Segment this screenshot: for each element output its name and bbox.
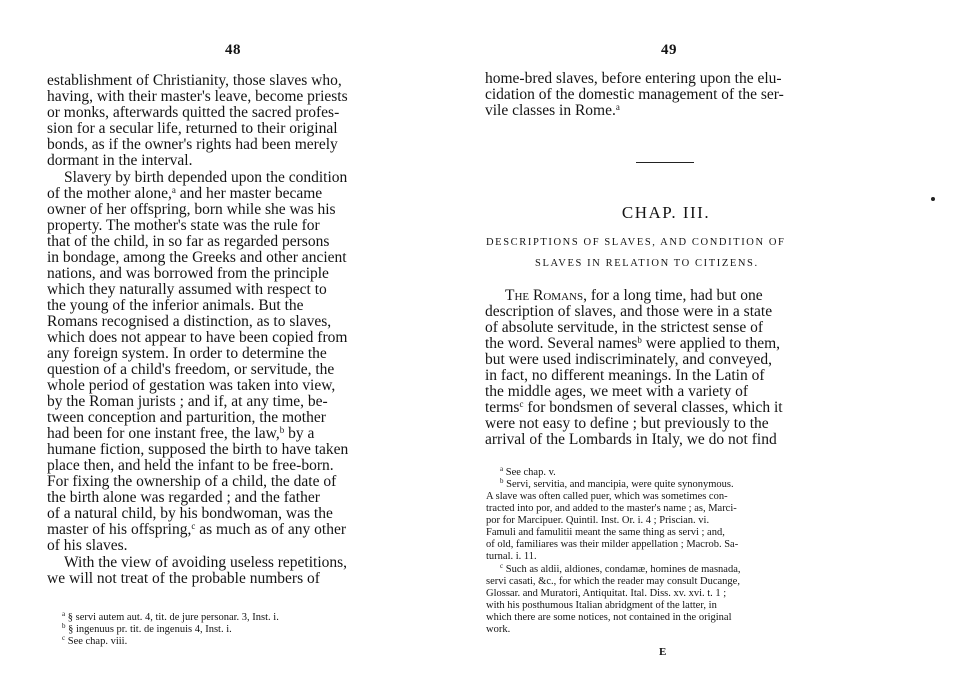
footnote-ref: b [279,425,285,435]
footnote-line: which there are some notices, not contained in the original [486,612,732,623]
text-line: or monks, afterwards quitted the sacred profes- [47,104,340,121]
text-line: of his slaves. [47,537,128,554]
text-line: the middle ages, we meet with a variety of [485,383,748,400]
footnote-line: of old, familiares was their milder appellation ; Macrob. Sa- [486,539,739,550]
text-line: the word. Several names$^b$ were applied to them, [485,335,781,352]
text-line: description of slaves, and those were in a state [485,303,773,320]
text-line: home-bred slaves, before entering upon the elu- [485,70,782,87]
text-line: of a natural child, by his bondwoman, was the [47,505,333,522]
footnote-line: work. [486,624,511,635]
text-line: of the mother alone,$^a$ and her master became [47,185,323,202]
footnote-ref: c [191,521,196,531]
footnote: $^c$ See chap. viii. [62,634,128,647]
text-line: having, with their master's leave, become priests [47,88,348,105]
text-line: For fixing the ownership of a child, the date of [47,473,337,490]
footnote-line: with his posthumous Italian abridgment of the latter, in [486,600,717,611]
footnote-ref: b [637,335,642,345]
text-line: arrival of the Lombards in Italy, we do not find [485,431,777,448]
text-line: vile classes in Rome.$^a$ [485,102,620,119]
text-line: which they naturally assumed with respect to [47,281,327,298]
footnote-ref: a [171,185,176,195]
footnote-line: turnal. i. 11. [486,551,537,562]
right-page [485,0,980,696]
text-line: the birth alone was regarded ; and the father [47,489,320,506]
footnote: $^b$ Servi, servitia, and mancipia, were quite synonymous. [500,477,734,490]
text-line: dormant in the interval. [47,152,193,169]
text-line: in bondage, among the Greeks and other ancient [47,249,347,266]
chapter-title: CHAP. III. [621,203,711,222]
text-line: bonds, as if the owner's rights had been merely [47,136,338,153]
text-line: by the Roman jurists ; and if, at any time, be- [47,393,328,410]
text-line: that of the child, in so far as regarded persons [47,233,330,250]
footnote-line: A slave was often called puer, which was sometimes con- [486,491,728,502]
text-line: establishment of Christianity, those slaves who, [47,72,342,89]
text-line: any foreign system. In order to determine the [47,345,327,362]
text-line: master of his offspring,$^c$ as much as of any other [47,521,347,538]
page-number: 48 [225,42,241,58]
footnote: $^a$ See chap. v. [500,465,556,478]
text-line: Romans recognised a distinction, as to slaves, [47,313,332,330]
text-line: humane fiction, supposed the birth to have taken [47,441,349,458]
text-line: sion for a secular life, returned to their original [47,120,338,137]
text-line: in fact, no different meanings. In the Latin of [485,367,765,384]
text-line: The Romans, for a long time, had but one [505,287,763,304]
text-line: tween conception and parturition, the mother [47,409,326,426]
footnote-line: Famuli and famulitii meant the same thing as servi ; and, [486,527,725,538]
footnote-line: Glossar. and Muratori, Antiquitat. Ital. Diss. xv. xvi. t. 1 ; [486,588,727,599]
footnote: $^c$ Such as aldii, aldiones, condamæ, homines de masnada, [500,562,741,575]
text-line: which does not appear to have been copied from [47,329,348,346]
text-line: terms$^c$ for bondsmen of several classes, which it [485,399,783,416]
text-line: the young of the inferior animals. But the [47,297,304,314]
text-line: had been for one instant free, the law,$^b$ by a [47,425,315,442]
footnote-line: servi casati, &c., for which the reader may consult Ducange, [486,576,740,587]
text-line: With the view of avoiding useless repetitions, [64,554,348,571]
chapter-subtitle: DESCRIPTIONS OF SLAVES, AND CONDITION OF [486,237,786,248]
footnote-ref: a [615,102,620,112]
text-line: owner of her offspring, born while she was his [47,201,336,218]
footnote-line: por for Marcipuer. Quintil. Inst. Or. i. 4 ; Priscian. vi. [486,515,710,526]
text-line: cidation of the domestic management of the ser- [485,86,784,103]
text-line: we will not treat of the probable numbers of [47,570,320,587]
page-number: 49 [661,42,677,58]
text-line: but were used indiscriminately, and conveyed, [485,351,772,368]
footnote-line: tracted into por, and added to the master's name ; as, Marci- [486,503,737,514]
text-line: of absolute servitude, in the strictest sense of [485,319,764,336]
text-line: place then, and held the infant to be free-born. [47,457,334,474]
text-line: question of a child's freedom, or servitude, the [47,361,335,378]
scan-speck [931,197,935,201]
chapter-subtitle: SLAVES IN RELATION TO CITIZENS. [535,258,759,269]
footnote: $^a$ § servi autem aut. 4, tit. de jure personar. 3, Inst. i. [62,610,279,623]
footnote-ref: c [519,399,524,409]
text-line: were not easy to define ; but previously to the [485,415,769,432]
text-line: property. The mother's state was the rule for [47,217,320,234]
text-line: nations, and was borrowed from the principle [47,265,329,282]
footnote: $^b$ § ingenuus pr. tit. de ingenuis 4, Inst. i. [62,622,232,635]
signature-mark: E [659,646,667,658]
text-line: whole period of gestation was taken into view, [47,377,336,394]
section-divider [636,162,694,163]
text-line: Slavery by birth depended upon the condition [64,169,348,186]
